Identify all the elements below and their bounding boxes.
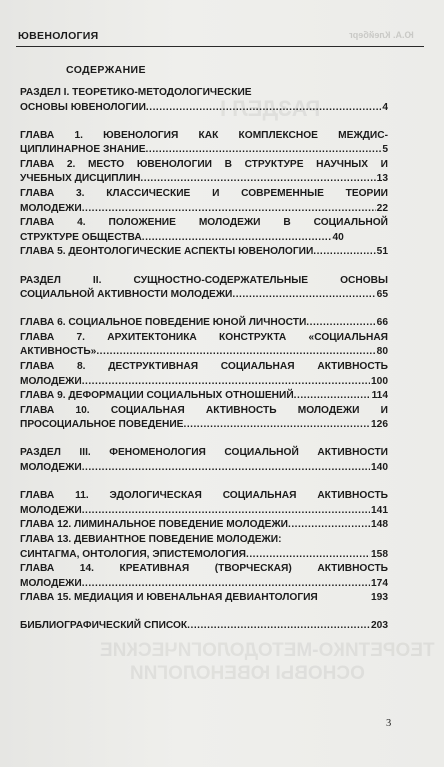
- dot-leader: [246, 548, 370, 563]
- toc-entry-chapter-5: [20, 245, 388, 260]
- toc-entry-leader-line: [20, 504, 388, 519]
- toc-entry-line: ГЛАВА 15. МЕДИАЦИЯ И ЮВЕНАЛЬНАЯ ДЕВИАНТОЛОГИЯ: [20, 592, 318, 604]
- toc-entry-chapter-2: [20, 158, 388, 187]
- toc-entry-line: БИБЛИОГРАФИЧЕСКИЙ СПИСОК: [20, 620, 188, 632]
- running-title: ЮВЕНОЛОГИЯ: [18, 30, 99, 42]
- toc-entry-line: СОЦИАЛЬНОЙ АКТИВНОСТИ МОЛОДЕЖИ: [20, 289, 233, 301]
- toc-page-number: 126: [371, 419, 388, 431]
- toc-entry-section-3: [20, 446, 388, 475]
- toc-entry-leader-line: [20, 143, 388, 158]
- toc-entry-chapter-6: [20, 316, 388, 331]
- dot-leader: [82, 461, 370, 476]
- page-number: 3: [386, 718, 392, 729]
- bleed-through-text: РАЗДЕЛ I: [220, 96, 321, 121]
- toc-page-number: 22: [376, 202, 388, 214]
- toc-page-number: 140: [371, 462, 388, 474]
- toc-entry-leader-line: [20, 619, 388, 634]
- toc-page-number: 100: [371, 375, 388, 387]
- toc-entry-line: ГЛАВА 6. СОЦИАЛЬНОЕ ПОВЕДЕНИЕ ЮНОЙ ЛИЧНОСТИ: [20, 317, 307, 329]
- toc-entry-leader-line: [20, 461, 388, 476]
- toc-entry-leader-line: [20, 375, 388, 390]
- toc-entry-line: РАЗДЕЛ II. СУЩНОСТНО-СОДЕРЖАТЕЛЬНЫЕ ОСНОВЫ: [20, 274, 388, 286]
- toc-entry-line: ЦИПЛИНАРНОЕ ЗНАНИЕ: [20, 144, 146, 156]
- toc-entry-line: ГЛАВА 14. КРЕАТИВНАЯ (ТВОРЧЕСКАЯ) АКТИВНОСТЬ: [20, 563, 388, 575]
- dot-leader: [306, 316, 375, 331]
- toc-entry-line: МОЛОДЕЖИ: [20, 375, 82, 387]
- toc-entry-line: РАЗДЕЛ I. ТЕОРЕТИКО-МЕТОДОЛОГИЧЕСКИЕ: [20, 87, 252, 98]
- dot-leader: [294, 389, 371, 404]
- dot-leader: [313, 245, 375, 260]
- toc-entry-leader-line: [20, 345, 388, 360]
- toc-entry-line: ПРОСОЦИАЛЬНОЕ ПОВЕДЕНИЕ: [20, 419, 184, 431]
- toc-entry-line: СИНТАГМА, ОНТОЛОГИЯ, ЭПИСТЕМОЛОГИЯ: [20, 548, 246, 560]
- toc-page-number: 203: [371, 620, 388, 632]
- toc-entry-leader-line: [20, 548, 388, 563]
- toc-page-number: 114: [371, 390, 388, 402]
- toc-page-number: 51: [376, 246, 388, 258]
- toc-entry-line: ГЛАВА 4. ПОЛОЖЕНИЕ МОЛОДЕЖИ В СОЦИАЛЬНОЙ: [20, 217, 388, 229]
- toc-entry-chapter-13: [20, 533, 388, 562]
- dot-leader: [82, 202, 376, 217]
- toc-entry-leader-line: [20, 101, 388, 116]
- toc-page-number: 141: [371, 504, 388, 516]
- toc-entry-line: ГЛАВА 2. МЕСТО ЮВЕНОЛОГИИ В СТРУКТУРЕ НАУЧНЫХ И: [20, 158, 388, 170]
- toc-entry-line: МОЛОДЕЖИ: [20, 462, 82, 474]
- toc-entry-line: СТРУКТУРЕ ОБЩЕСТВА: [20, 231, 142, 243]
- dot-leader: [82, 504, 370, 519]
- toc-entry-section-1: [20, 86, 388, 115]
- dot-leader: [142, 231, 332, 246]
- toc-entry-line: ГЛАВА 10. СОЦИАЛЬНАЯ АКТИВНОСТЬ МОЛОДЕЖИ И: [20, 404, 388, 416]
- toc-page-number: 65: [376, 289, 388, 301]
- toc-entry-leader-line: [20, 231, 344, 246]
- toc-page-number: 158: [371, 548, 388, 560]
- toc-entry-leader-line: [20, 591, 388, 606]
- toc-entry-line: РАЗДЕЛ III. ФЕНОМЕНОЛОГИЯ СОЦИАЛЬНОЙ АКТИВНОСТИ: [20, 447, 388, 459]
- toc-entry-chapter-3: [20, 187, 388, 216]
- toc-entry-line: ГЛАВА 13. ДЕВИАНТНОЕ ПОВЕДЕНИЕ МОЛОДЕЖИ:: [20, 533, 282, 545]
- table-of-contents: [20, 86, 388, 634]
- toc-entry-leader-line: [20, 202, 388, 217]
- toc-page-number: 40: [332, 231, 344, 243]
- toc-entry-chapter-8: [20, 360, 388, 389]
- dot-leader: [146, 143, 382, 158]
- toc-entry-line: ГЛАВА 1. ЮВЕНОЛОГИЯ КАК КОМПЛЕКСНОЕ МЕЖДИС-: [20, 129, 388, 141]
- toc-entry-line: ГЛАВА 12. ЛИМИНАЛЬНОЕ ПОВЕДЕНИЕ МОЛОДЕЖИ: [20, 519, 288, 531]
- toc-entry-line: ГЛАВА 9. ДЕФОРМАЦИИ СОЦИАЛЬНЫХ ОТНОШЕНИЙ: [20, 390, 294, 402]
- toc-entry-leader-line: [20, 418, 388, 433]
- toc-entry-chapter-11: [20, 489, 388, 518]
- bleed-through-text: ОСНОВЫ ЮВЕНОЛОГИИ: [130, 663, 365, 684]
- toc-page-number: 5: [382, 144, 388, 156]
- toc-entry-leader-line: [20, 577, 388, 592]
- toc-entry-line: МОЛОДЕЖИ: [20, 202, 82, 214]
- dot-leader: [140, 172, 375, 187]
- toc-entry-leader-line: [20, 245, 388, 260]
- toc-entry-chapter-12: [20, 518, 388, 533]
- toc-page-number: 4: [382, 101, 388, 113]
- dot-leader: [288, 518, 370, 533]
- toc-heading: СОДЕРЖАНИЕ: [66, 64, 146, 76]
- toc-entry-section-2: [20, 274, 388, 303]
- toc-entry-chapter-14: [20, 562, 388, 591]
- toc-entry-chapter-9: [20, 389, 388, 404]
- toc-entry-chapter-1: [20, 129, 388, 158]
- toc-entry-line: ГЛАВА 8. ДЕСТРУКТИВНАЯ СОЦИАЛЬНАЯ АКТИВНОСТЬ: [20, 361, 388, 372]
- toc-page-number: 66: [376, 317, 388, 329]
- toc-entry-leader-line: [20, 389, 388, 404]
- toc-entry-line: МОЛОДЕЖИ: [20, 577, 82, 589]
- toc-entry-line: УЧЕБНЫХ ДИСЦИПЛИН: [20, 173, 141, 185]
- toc-entry-line: ГЛАВА 3. КЛАССИЧЕСКИЕ И СОВРЕМЕННЫЕ ТЕОРИИ: [20, 188, 388, 200]
- toc-page-number: 148: [371, 519, 388, 531]
- dot-leader: [82, 577, 370, 592]
- dot-leader: [232, 288, 375, 303]
- toc-entry-chapter-10: [20, 404, 388, 433]
- toc-entry-leader-line: [20, 288, 388, 303]
- toc-entry-chapter-4: [20, 216, 388, 245]
- toc-entry-line: ОСНОВЫ ЮВЕНОЛОГИИ: [20, 101, 146, 113]
- bleed-through-text: ТЕОРЕТИКО-МЕТОДОЛОГИЧЕСКИЕ: [100, 640, 435, 661]
- toc-entry-line: ГЛАВА 11. ЭДОЛОГИЧЕСКАЯ СОЦИАЛЬНАЯ АКТИВНОСТЬ: [20, 490, 388, 502]
- toc-entry-leader-line: [20, 518, 388, 533]
- toc-page-number: 193: [371, 592, 388, 604]
- toc-page-number: 80: [376, 346, 388, 358]
- dot-leader: [187, 619, 370, 634]
- header-rule: [16, 46, 424, 47]
- dot-leader: [146, 101, 381, 116]
- bleed-through-author: Ю.А. Клейберг: [349, 30, 414, 40]
- toc-entry-line: ГЛАВА 7. АРХИТЕКТОНИКА КОНСТРУКТА «СОЦИАЛЬНАЯ: [20, 331, 388, 343]
- toc-entry-chapter-15: [20, 591, 388, 606]
- toc-page-number: 174: [371, 577, 388, 589]
- toc-entry-leader-line: [20, 316, 388, 331]
- dot-leader: [96, 345, 375, 360]
- dot-leader: [82, 375, 370, 390]
- toc-entry-line: ГЛАВА 5. ДЕОНТОЛОГИЧЕСКИЕ АСПЕКТЫ ЮВЕНОЛОГИИ: [20, 246, 314, 258]
- toc-entry-line: МОЛОДЕЖИ: [20, 504, 82, 516]
- toc-entry-chapter-7: [20, 331, 388, 360]
- dot-leader: [183, 418, 370, 433]
- toc-entry-bibliography: [20, 619, 388, 634]
- toc-entry-leader-line: [20, 172, 388, 187]
- toc-page-number: 13: [376, 173, 388, 185]
- toc-entry-line: АКТИВНОСТЬ»: [20, 346, 97, 358]
